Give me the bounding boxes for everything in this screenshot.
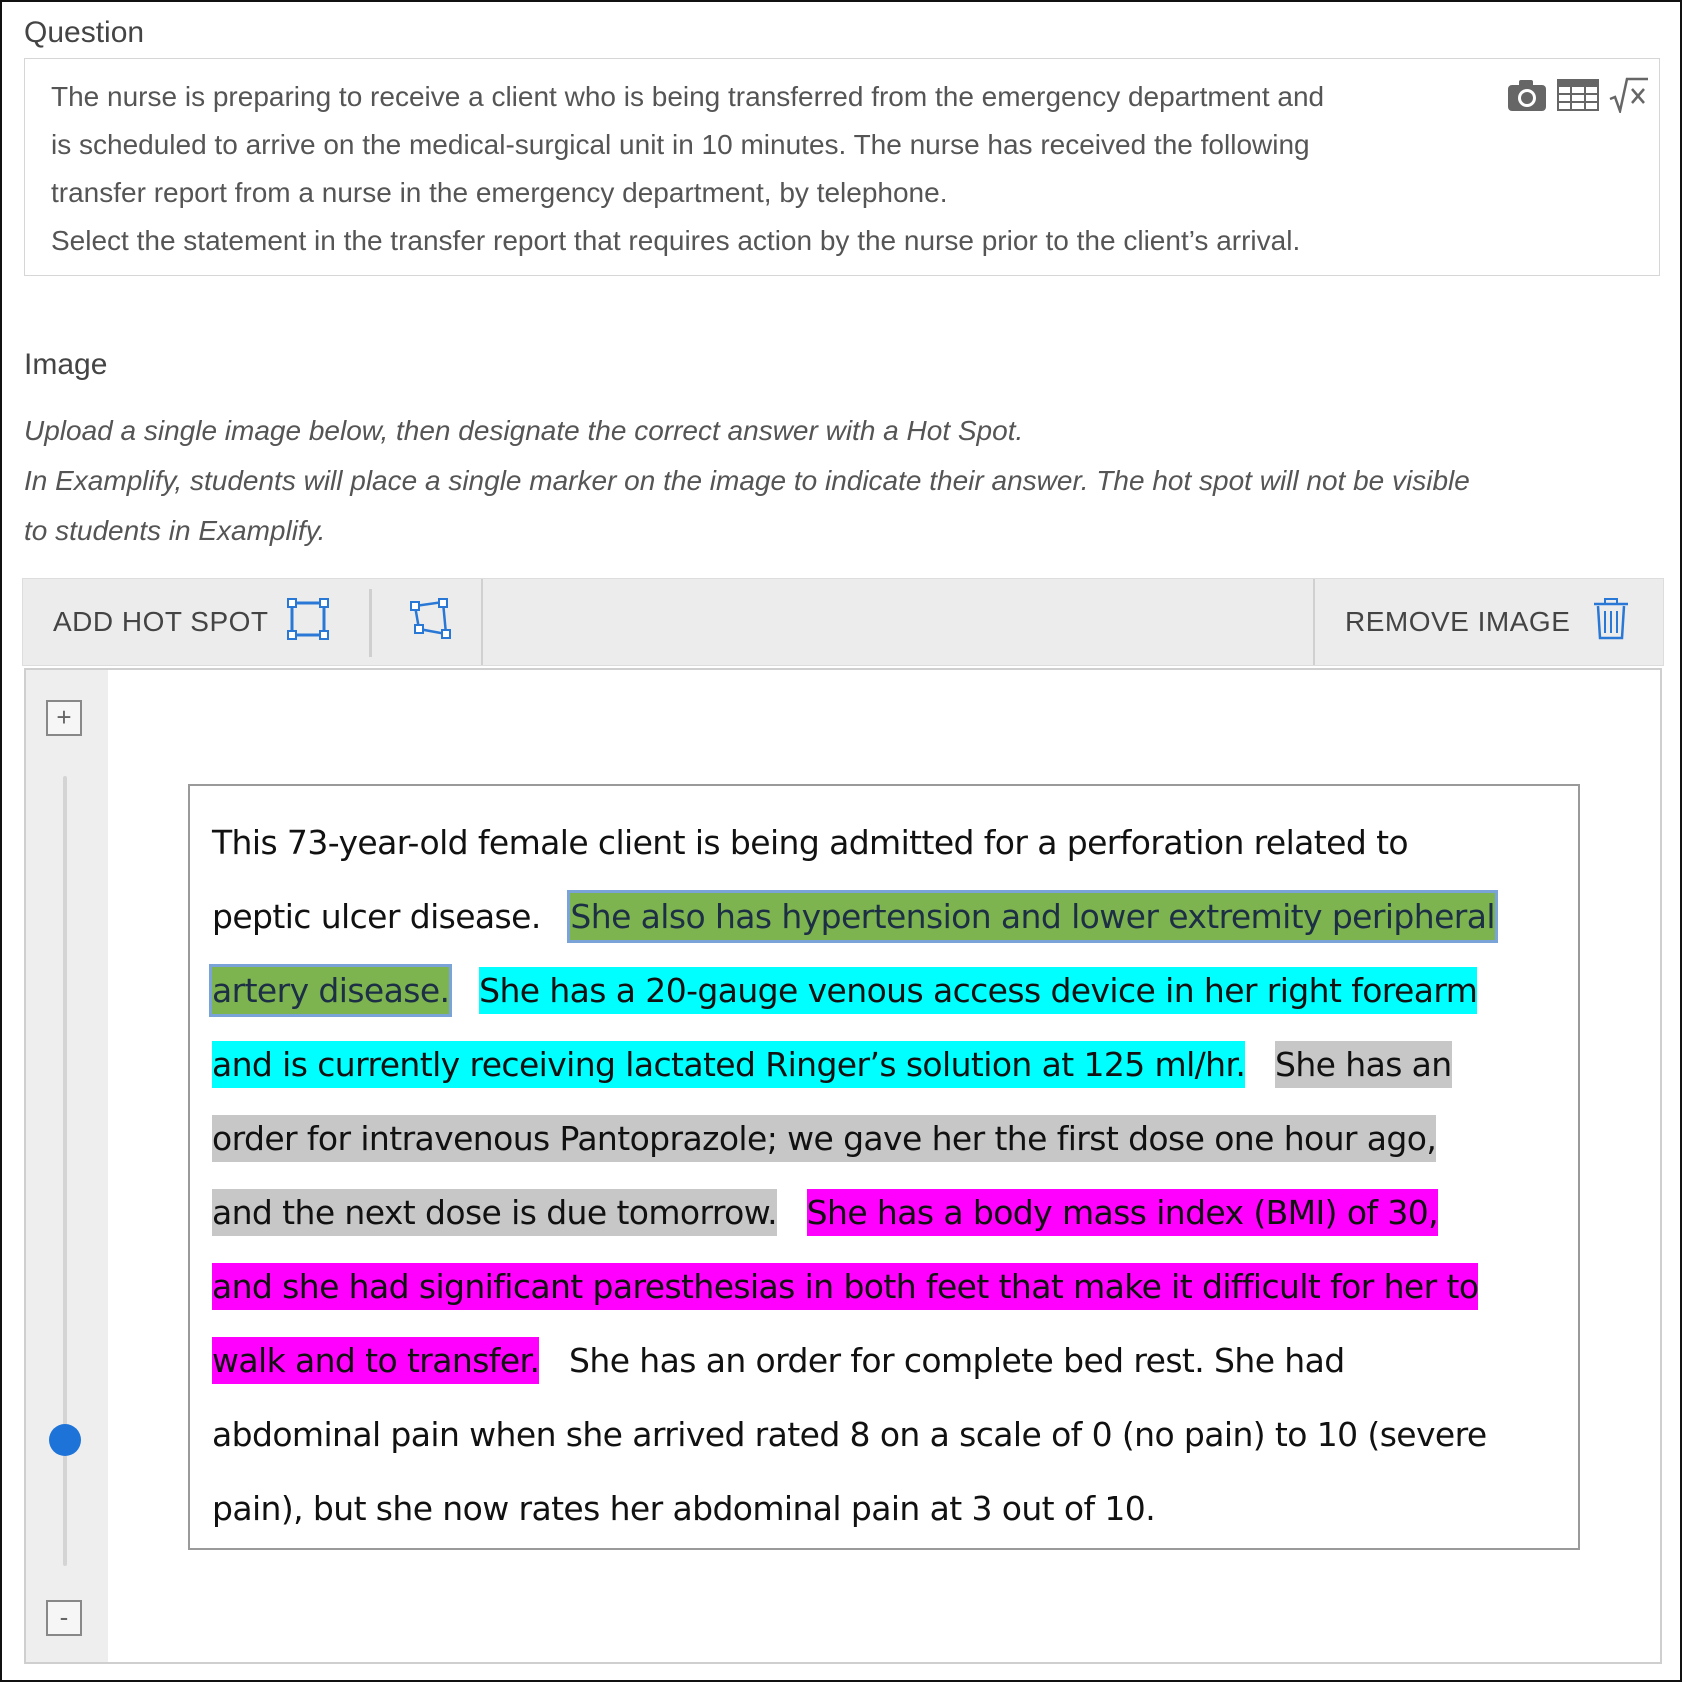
highlight-gray: order for intravenous Pantoprazole; we gave her the first dose one hour ago, bbox=[212, 1115, 1436, 1162]
transfer-report-text bbox=[212, 806, 1552, 1546]
report-sentence: abdominal pain when she arrived rated 8 on a scale of 0 (no pain) to 10 (severe bbox=[212, 1415, 1487, 1454]
image-canvas[interactable] bbox=[24, 668, 1662, 1664]
help-line: In Examplify, students will place a single marker on the image to indicate their answer. The hot spot will not be visible bbox=[24, 465, 1470, 496]
image-help-text bbox=[24, 406, 1664, 556]
question-line: Select the statement in the transfer report that requires action by the nurse prior to the client’s arrival. bbox=[51, 225, 1301, 256]
highlight-gray: She has an bbox=[1275, 1041, 1452, 1088]
zoom-in-button[interactable]: + bbox=[46, 700, 82, 736]
zoom-control bbox=[26, 670, 108, 1662]
help-line: Upload a single image below, then designate the correct answer with a Hot Spot. bbox=[24, 415, 1024, 446]
highlight-magenta: walk and to transfer. bbox=[212, 1337, 539, 1384]
question-label: Question bbox=[24, 16, 145, 49]
question-line: The nurse is preparing to receive a client who is being transferred from the emergency department and bbox=[51, 81, 1325, 112]
rectangle-hotspot-icon bbox=[287, 598, 329, 647]
uploaded-image[interactable] bbox=[188, 784, 1580, 1550]
report-line bbox=[212, 1028, 1552, 1102]
polygon-hotspot-icon bbox=[409, 598, 451, 647]
image-toolbar bbox=[22, 578, 1664, 666]
question-line: is scheduled to arrive on the medical-surgical unit in 10 minutes. The nurse has received the following bbox=[51, 129, 1310, 160]
polygon-hotspot-button[interactable] bbox=[409, 579, 451, 665]
image-label: Image bbox=[24, 348, 108, 381]
highlight-cyan: She has a 20-gauge venous access device in her right forearm bbox=[479, 967, 1477, 1014]
report-line bbox=[212, 880, 1552, 954]
remove-image-label: REMOVE IMAGE bbox=[1345, 606, 1571, 637]
toolbar-separator bbox=[369, 589, 372, 657]
report-line bbox=[212, 1398, 1552, 1472]
highlight-gray: and the next dose is due tomorrow. bbox=[212, 1189, 777, 1236]
report-sentence: peptic ulcer disease. bbox=[212, 897, 541, 936]
highlight-magenta: and she had significant paresthesias in both feet that make it difficult for her to bbox=[212, 1263, 1478, 1310]
report-line bbox=[212, 1472, 1552, 1546]
report-sentence: pain), but she now rates her abdominal pain at 3 out of 10. bbox=[212, 1489, 1156, 1528]
question-text[interactable] bbox=[51, 73, 1491, 265]
help-line: to students in Examplify. bbox=[24, 515, 326, 546]
table-icon[interactable] bbox=[1557, 79, 1599, 111]
trash-icon bbox=[1592, 598, 1630, 647]
hot-spot-highlight[interactable]: She also has hypertension and lower extremity peripheral bbox=[570, 893, 1495, 940]
toolbar-divider bbox=[481, 579, 483, 665]
report-line bbox=[212, 1102, 1552, 1176]
highlight-magenta: She has a body mass index (BMI) of 30, bbox=[807, 1189, 1438, 1236]
highlight-cyan: and is currently receiving lactated Ringer’s solution at 125 ml/hr. bbox=[212, 1041, 1245, 1088]
question-line: transfer report from a nurse in the emergency department, by telephone. bbox=[51, 177, 948, 208]
report-line bbox=[212, 806, 1552, 880]
hot-spot-highlight[interactable]: artery disease. bbox=[212, 967, 449, 1014]
report-line bbox=[212, 1324, 1552, 1398]
report-line bbox=[212, 1250, 1552, 1324]
zoom-slider-handle[interactable] bbox=[49, 1424, 81, 1456]
equation-icon[interactable] bbox=[1609, 77, 1649, 113]
zoom-out-button[interactable]: - bbox=[46, 1600, 82, 1636]
report-sentence: This 73-year-old female client is being admitted for a perforation related to bbox=[212, 823, 1409, 862]
add-hot-spot-label: ADD HOT SPOT bbox=[53, 606, 269, 637]
toolbar-divider bbox=[1313, 579, 1315, 665]
remove-image-button[interactable] bbox=[1345, 579, 1630, 665]
add-hot-spot-button[interactable] bbox=[53, 579, 329, 665]
report-line bbox=[212, 1176, 1552, 1250]
camera-icon[interactable] bbox=[1507, 78, 1547, 112]
question-field[interactable] bbox=[24, 58, 1660, 276]
report-sentence: She has an order for complete bed rest. She had bbox=[569, 1341, 1345, 1380]
report-line bbox=[212, 954, 1552, 1028]
